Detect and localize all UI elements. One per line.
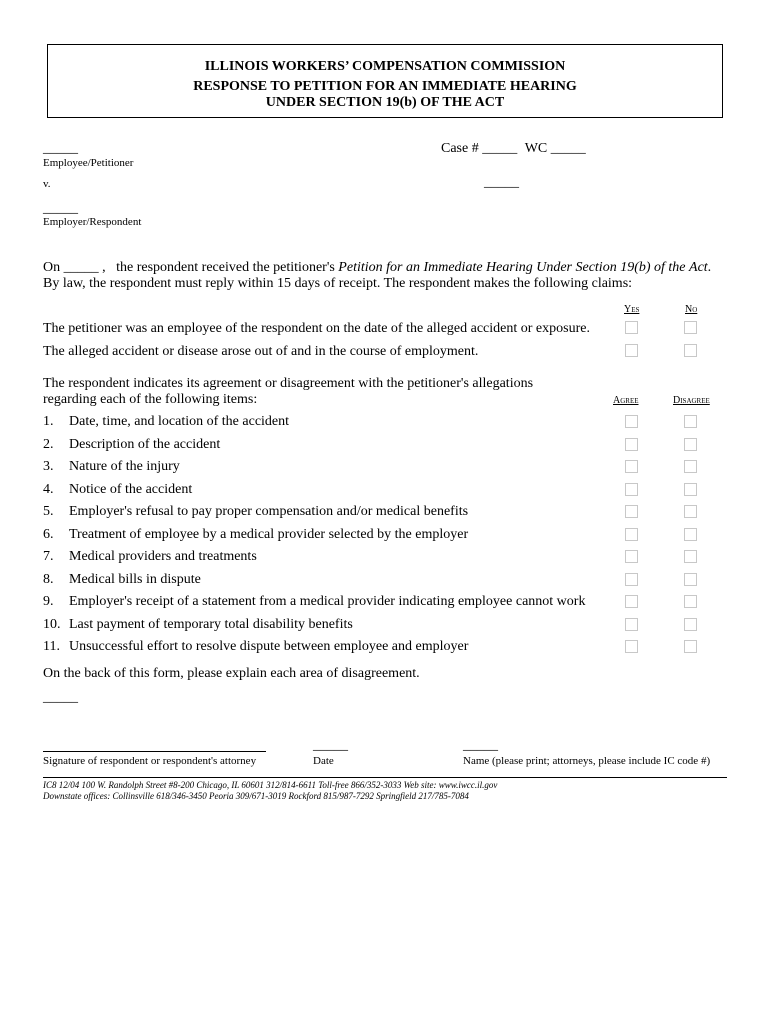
disagree-checkbox[interactable] — [684, 460, 697, 473]
agree-checkbox[interactable] — [625, 415, 638, 428]
item-number: 10. — [43, 616, 61, 632]
disagree-checkbox[interactable] — [684, 550, 697, 563]
claim-employee: The petitioner was an employee of the respondent on the date of the alleged accident or exposure. — [43, 321, 590, 336]
footer-address: IC8 12/04 100 W. Randolph Street #8-200 Chicago, IL 60601 312/814-6611 Toll-free 866/352-3033 Web site: www.iwcc.il.gov — [43, 780, 498, 790]
claim-course-no-checkbox[interactable] — [684, 344, 697, 357]
item-number: 6. — [43, 526, 54, 542]
list-item — [0, 594, 770, 614]
disagree-checkbox[interactable] — [684, 640, 697, 653]
item-number: 9. — [43, 594, 54, 609]
item-number: 8. — [43, 571, 54, 587]
item-number: 2. — [43, 436, 54, 452]
item-text: Employer's receipt of a statement from a medical provider indicating employee cannot work — [69, 594, 586, 609]
agree-checkbox[interactable] — [625, 550, 638, 563]
list-item — [0, 437, 770, 457]
petition-title-end: Act — [689, 260, 708, 275]
agree-checkbox[interactable] — [625, 483, 638, 496]
list-item — [0, 617, 770, 637]
employer-label: Employer/Respondent — [43, 216, 142, 228]
item-number: 5. — [43, 504, 54, 519]
agree-checkbox[interactable] — [625, 618, 638, 631]
item-text: Treatment of employee by a medical provider selected by the employer — [69, 526, 469, 542]
item-number: 3. — [43, 459, 54, 474]
claim-course-of-employment: The alleged accident or disease arose out of and in the course of employment. — [43, 344, 479, 359]
disagree-checkbox[interactable] — [684, 505, 697, 518]
signature-label: Signature of respondent or respondent's attorney — [43, 755, 257, 767]
case-number-field[interactable]: _____ — [482, 141, 518, 156]
agree-header: Agree — [613, 395, 639, 406]
intro-on: On — [43, 260, 61, 275]
agree-checkbox[interactable] — [625, 595, 638, 608]
list-item — [0, 527, 770, 547]
claim-course-yes-checkbox[interactable] — [625, 344, 638, 357]
item-number: 7. — [43, 549, 54, 564]
agree-checkbox[interactable] — [625, 528, 638, 541]
allegations-intro-line2: regarding each of the following items: — [43, 392, 258, 407]
intro-comma: , — [102, 260, 106, 275]
list-item — [0, 459, 770, 479]
item-text: Description of the accident — [69, 436, 221, 452]
employer-name-field[interactable]: _____ — [43, 201, 78, 216]
item-text: Last payment of temporary total disability benefits — [69, 616, 353, 632]
list-item — [0, 504, 770, 524]
disagree-checkbox[interactable] — [684, 573, 697, 586]
intro-text: the respondent received the petitioner's — [116, 260, 335, 275]
explanation-field[interactable]: _____ — [43, 690, 78, 705]
item-number: 1. — [43, 414, 54, 429]
footer-offices: Downstate offices: Collinsville 618/346-3450 Peoria 309/671-3019 Rockford 815/987-7292 Springfield 217/785-7084 — [43, 791, 469, 801]
wc-number-field[interactable]: _____ — [550, 141, 586, 156]
disagree-checkbox[interactable] — [684, 438, 697, 451]
list-item — [0, 414, 770, 434]
date-label: Date — [313, 755, 334, 767]
form-header — [47, 44, 723, 118]
intro-text-end: . By law, the respondent must reply within 15 days of receipt. The respondent makes the following claims: — [43, 260, 712, 291]
agree-checkbox[interactable] — [625, 438, 638, 451]
agree-checkbox[interactable] — [625, 640, 638, 653]
item-number: 4. — [43, 481, 54, 497]
no-header: No — [685, 304, 698, 315]
disagree-checkbox[interactable] — [684, 483, 697, 496]
agree-checkbox[interactable] — [625, 460, 638, 473]
date-field[interactable]: _____ — [313, 738, 348, 753]
name-label: Name (please print; attorneys, please include IC code #) — [463, 755, 711, 767]
disagree-checkbox[interactable] — [684, 528, 697, 541]
header-title: RESPONSE TO PETITION FOR AN IMMEDIATE HEARING — [193, 79, 577, 94]
case-label: Case # — [441, 141, 479, 156]
second-case-field[interactable]: _____ — [484, 175, 519, 190]
petition-title: Petition for an Immediate Hearing Under Section 19(b) of the — [338, 260, 686, 275]
claim-employee-no-checkbox[interactable] — [684, 321, 697, 334]
disagree-checkbox[interactable] — [684, 618, 697, 631]
disagree-header: Disagree — [673, 395, 710, 406]
employee-name-field[interactable]: _____ — [43, 141, 78, 156]
item-text: Notice of the accident — [69, 481, 193, 497]
item-text: Medical bills in dispute — [69, 571, 201, 587]
header-commission: ILLINOIS WORKERS’ COMPENSATION COMMISSION — [204, 59, 566, 74]
allegations-intro — [43, 376, 533, 408]
footer-divider — [43, 777, 727, 778]
allegations-intro-line1: The respondent indicates its agreement or disagreement with the petitioner's allegations — [43, 376, 534, 391]
item-text: Nature of the injury — [69, 459, 180, 474]
list-item — [0, 549, 770, 569]
yes-header: Yes — [624, 304, 640, 315]
case-number-line — [441, 141, 586, 157]
versus-label: v. — [43, 178, 51, 190]
disagree-checkbox[interactable] — [684, 595, 697, 608]
header-subtitle: UNDER SECTION 19(b) OF THE ACT — [265, 95, 505, 110]
wc-label: WC — [524, 141, 548, 156]
name-field[interactable]: _____ — [463, 738, 498, 753]
list-item — [0, 482, 770, 502]
receipt-date-field[interactable]: _____ — [63, 260, 99, 275]
claim-employee-yes-checkbox[interactable] — [625, 321, 638, 334]
agree-checkbox[interactable] — [625, 505, 638, 518]
intro-paragraph — [43, 260, 723, 292]
item-text: Employer's refusal to pay proper compensation and/or medical benefits — [69, 504, 469, 519]
signature-line[interactable] — [43, 751, 266, 752]
agree-checkbox[interactable] — [625, 573, 638, 586]
disagree-checkbox[interactable] — [684, 415, 697, 428]
disagreement-instruction: On the back of this form, please explain each area of disagreement. — [43, 666, 420, 681]
list-item — [0, 572, 770, 592]
list-item — [0, 639, 770, 659]
item-text: Unsuccessful effort to resolve dispute between employee and employer — [69, 639, 469, 654]
item-text: Medical providers and treatments — [69, 549, 257, 564]
employee-label: Employee/Petitioner — [43, 157, 134, 169]
item-text: Date, time, and location of the accident — [69, 414, 290, 429]
item-number: 11. — [43, 639, 60, 654]
